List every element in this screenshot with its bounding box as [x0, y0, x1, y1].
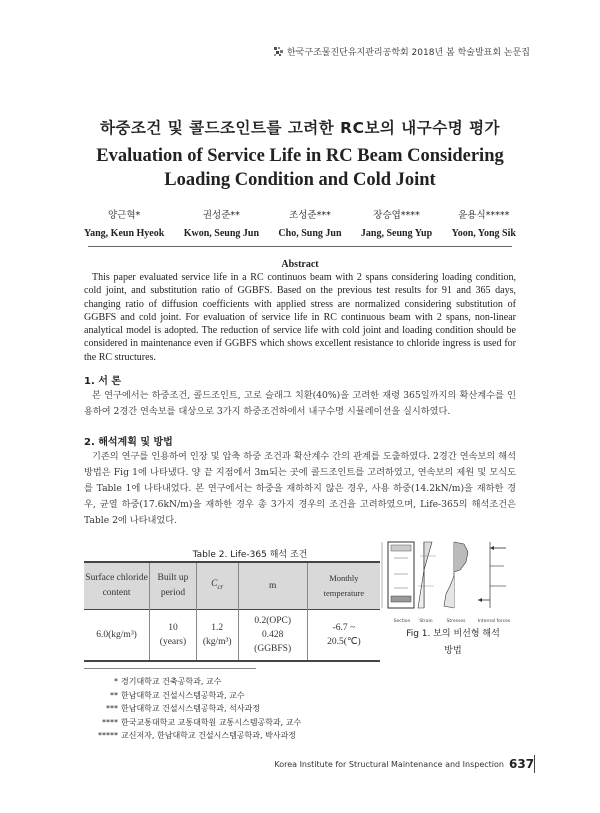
beam-section-drawing: [382, 542, 414, 608]
cell-value: -6.7 ~: [332, 623, 356, 633]
cell-value: (GGBFS): [254, 644, 292, 654]
footnote: [84, 689, 384, 703]
section-heading-method: 2. 해석계획 및 방법: [84, 437, 173, 448]
cell-value: 1.2: [211, 623, 224, 633]
author-name-english: Kwon, Seung Jun: [183, 228, 260, 239]
footnote-text: 경기대학교 건축공학과, 교수: [121, 677, 222, 686]
author-name-english: Yoon, Yong Sik: [451, 228, 516, 239]
title-korean: 하중조건 및 콜드조인트를 고려한 RC보의 내구수명 평가: [99, 119, 501, 137]
analysis-condition-table: [84, 561, 380, 662]
strain-diagram: [418, 542, 436, 608]
footer-divider: [534, 755, 535, 773]
cell-unit: (years): [159, 637, 187, 647]
section-heading-introduction: 1. 서 론: [84, 376, 122, 387]
cell-value: 0.428: [261, 630, 284, 640]
cell-value: 0.2(OPC): [254, 616, 291, 626]
internal-forces-diagram: [478, 542, 506, 608]
table-header-cell: Built up period: [150, 562, 197, 610]
abstract-text: This paper evaluated service life in a RC continuos beam with 2 spans considering loading condition, cold joint, and substitution ratio of GGBFS. Based on the previous test results for 91 and 365 days, changing ratio of diffusion coefficients with applied stress are normalized considering substitution of GGBFS and cold joint. For evaluation of service life in RC continuous beam with 2 spans, non-linear analytical model is adopted. The reduction of service life with cold joint and loading condition should be considered in maintenance even if GGBFS which shows excellent resistance to chloride ingress is used for the RC structures.: [84, 272, 516, 363]
panel-label-section: Section: [393, 619, 411, 624]
title-english-line2: Loading Condition and Cold Joint: [164, 170, 436, 190]
footnote: [84, 702, 384, 716]
author-list: [84, 207, 516, 239]
author-name-korean: 조성준***: [289, 210, 331, 221]
panel-label-internal-forces: Internal forces: [477, 619, 511, 624]
figure-caption-line: 방법: [444, 646, 462, 656]
footnote-list: [84, 675, 384, 743]
cell-value: 10: [168, 623, 178, 633]
table-cell: [307, 610, 380, 662]
author: [278, 207, 341, 239]
author-name-korean: 장승엽****: [373, 210, 420, 221]
table-cell: [238, 610, 307, 662]
author-name-english: Jang, Seung Yup: [360, 228, 433, 239]
footnote: [84, 716, 384, 730]
beam-nonlinear-analysis-figure: [380, 536, 516, 626]
figure-caption: [388, 626, 518, 660]
footnote-mark: *****: [98, 731, 118, 740]
footnote-text: 한남대학교 건설시스템공학과, 석사과정: [121, 704, 261, 713]
cell-unit: (kg/m³): [202, 637, 232, 647]
panel-label-strain: Strain: [419, 619, 433, 624]
divider: [88, 246, 512, 247]
cell-value: 20.5(℃): [327, 637, 361, 647]
footnote-mark: *: [114, 677, 118, 686]
author: [452, 207, 516, 239]
footnote-text: 교신저자, 한남대학교 건설시스템공학과, 박사과정: [121, 731, 297, 740]
table-header-cell: $C_{cr}$: [196, 562, 238, 610]
table-header-row: [84, 562, 380, 610]
proceedings-header: [0, 45, 530, 58]
author: [361, 207, 432, 239]
table-header-cell: m: [238, 562, 307, 610]
footnote-text: 한남대학교 건설시스템공학과, 교수: [121, 690, 245, 700]
panel-label-stresses: Stresses: [446, 619, 466, 624]
page-number: 637: [509, 757, 535, 771]
footnote-mark: **: [110, 690, 118, 700]
society-logo-icon: [273, 46, 284, 57]
author: [184, 207, 259, 239]
table-header-cell: Monthly temperature: [307, 562, 380, 610]
author-name-english: Cho, Sung Jun: [278, 228, 342, 239]
section-text-method: 기존의 연구를 인용하여 인장 및 압축 하중 조건과 확산계수 간의 관계를 도출하였다. 2경간 연속보의 해석 방법은 Fig 1에 나타냈다. 양 끝 지점에서 3m되는 곳에 콜드조인트를 고려하였고, 연속보의 제원 및 모식도를 Table 1에 나타내었다. 본 연구에서는 하중을 재하하지 않은 경우, 사용 하중(14.2kN/m)을 재하한 경우, 균열 하중(17.6kN/m)을 재하한 경우 총 3가지 경우의 조건을 고려하였으며, Life-365의 해석조건은 Table 2에 나타내었다.: [84, 451, 516, 526]
footnote-mark: ***: [106, 704, 118, 713]
figure-caption-line: Fig 1. 보의 비선형 해석: [406, 629, 500, 639]
footer-institute: Korea Institute for Structural Maintenance and Inspection: [274, 760, 504, 769]
table-cell: 6.0(kg/m³): [84, 610, 150, 662]
table-header-cell: Surface chloride content: [84, 562, 150, 610]
stress-diagram: [444, 542, 468, 608]
footnote: [84, 729, 384, 743]
section-text-introduction: 본 연구에서는 하중조건, 콜드조인트, 고로 슬래그 치환(40%)을 고려한 재령 365일까지의 확산계수를 인용하여 2경간 연속보를 대상으로 3가지 하중조건하에서 내구수명 시뮬레이션을 실시하였다.: [84, 390, 516, 417]
author-name-korean: 윤용식*****: [458, 210, 510, 221]
title-english-line1: Evaluation of Service Life in RC Beam Considering: [96, 146, 504, 166]
table-cell: [196, 610, 238, 662]
proceedings-title: 한국구조물진단유지관리공학회 2018년 봄 학술발표회 논문집: [286, 48, 530, 58]
title-english: [0, 144, 600, 192]
footnote: [84, 675, 384, 689]
table-row: [84, 610, 380, 662]
author-name-english: Yang, Keun Hyeok: [84, 228, 165, 239]
table-caption: Table 2. Life-365 해석 조건: [192, 550, 308, 560]
author: [84, 207, 164, 239]
footnote-divider: [84, 668, 256, 669]
table-cell: [150, 610, 197, 662]
footnote-text: 한국교통대학교 교통대학원 교통시스템공학과, 교수: [121, 717, 302, 727]
footnote-mark: ****: [102, 717, 118, 727]
author-name-korean: 양근혁*: [108, 210, 141, 221]
author-name-korean: 권성준**: [202, 210, 240, 221]
abstract-heading: Abstract: [281, 259, 319, 270]
